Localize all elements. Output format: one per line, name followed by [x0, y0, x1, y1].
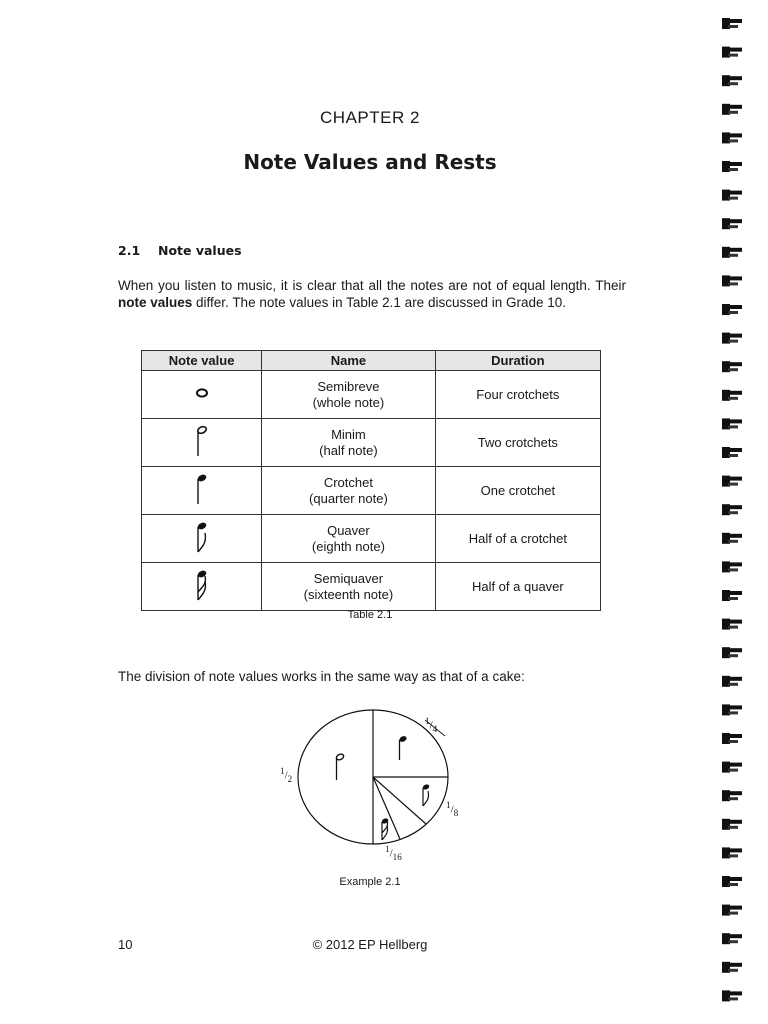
spiral-ring-icon [722, 533, 742, 544]
spiral-ring-icon [722, 733, 742, 744]
minim-icon [335, 753, 344, 780]
table-row [142, 419, 601, 467]
name-cell: Minim (half note) [262, 419, 436, 467]
spiral-ring-icon [722, 390, 742, 401]
spiral-ring-icon [722, 933, 742, 944]
spiral-ring-icon [722, 676, 742, 687]
spiral-ring-icon [722, 104, 742, 115]
duration-cell: Half of a crotchet [435, 515, 600, 563]
name-cell: Semiquaver (sixteenth note) [262, 563, 436, 611]
note-cell [142, 467, 262, 515]
table-row [142, 563, 601, 611]
pie-intro-text: The division of note values works in the same way as that of a cake: [118, 669, 525, 684]
paragraph-bold-term: note values [118, 295, 193, 310]
section-number: 2.1 [118, 243, 141, 258]
intro-paragraph [118, 277, 626, 311]
spiral-ring-icon [722, 990, 742, 1001]
spiral-ring-icon [722, 790, 742, 801]
spiral-ring-icon [722, 704, 742, 715]
table-row [142, 515, 601, 563]
table-row [142, 467, 601, 515]
semiquaver-icon [381, 817, 389, 840]
spiral-ring-icon [722, 361, 742, 372]
fraction-label-quarter: $^1/_4$ [425, 716, 438, 734]
spiral-ring-icon [722, 190, 742, 201]
note-cell [142, 371, 262, 419]
spiral-ring-icon [722, 847, 742, 858]
spiral-ring-icon [722, 75, 742, 86]
table-header-row [142, 351, 601, 371]
note-values-table [141, 350, 601, 611]
header-name: Name [262, 351, 436, 371]
header-note-value: Note value [142, 351, 262, 371]
copyright-notice: © 2012 EP Hellberg [312, 937, 428, 952]
chapter-title: Note Values and Rests [243, 150, 497, 174]
minim-icon [192, 423, 212, 459]
spiral-ring-icon [722, 762, 742, 773]
spiral-ring-icon [722, 275, 742, 286]
spiral-ring-icon [722, 218, 742, 229]
note-cell [142, 563, 262, 611]
crotchet-icon [398, 735, 407, 760]
spiral-ring-icon [722, 905, 742, 916]
spiral-ring-icon [722, 304, 742, 315]
section-heading [118, 243, 242, 258]
example-caption: Example 2.1 [339, 876, 401, 888]
spiral-ring-icon [722, 962, 742, 973]
name-cell: Semibreve (whole note) [262, 371, 436, 419]
duration-cell: Half of a quaver [435, 563, 600, 611]
spiral-ring-icon [722, 161, 742, 172]
name-cell: Quaver (eighth note) [262, 515, 436, 563]
spiral-ring-icon [722, 876, 742, 887]
quaver-icon [422, 783, 430, 806]
spiral-ring-icon [722, 47, 742, 58]
spiral-ring-icon [722, 504, 742, 515]
table-row [142, 371, 601, 419]
spiral-ring-icon [722, 819, 742, 830]
duration-cell: Two crotchets [435, 419, 600, 467]
spiral-ring-icon [722, 590, 742, 601]
duration-cell: Four crotchets [435, 371, 600, 419]
paragraph-part2: differ. The note values in Table 2.1 are discussed in Grade 10. [192, 295, 567, 310]
spiral-ring-icon [722, 18, 742, 29]
spiral-ring-icon [722, 247, 742, 258]
semiquaver-icon [192, 567, 212, 603]
note-cell [142, 419, 262, 467]
fraction-label-half: $^1/_2$ [280, 766, 293, 784]
spiral-ring-icon [722, 333, 742, 344]
chapter-label: CHAPTER 2 [320, 108, 420, 127]
spiral-ring-icon [722, 647, 742, 658]
spiral-binding [716, 0, 768, 1024]
name-cell: Crotchet (quarter note) [262, 467, 436, 515]
semibreve-icon [192, 385, 212, 401]
paragraph-part1: When you listen to music, it is clear that all the notes are not of equal length. Their [118, 278, 626, 293]
spiral-ring-icon [722, 447, 742, 458]
spiral-ring-icon [722, 561, 742, 572]
quaver-icon [192, 519, 212, 555]
spiral-ring-icon [722, 476, 742, 487]
spiral-ring-icon [722, 132, 742, 143]
note-value-pie-diagram [270, 700, 470, 870]
section-title: Note values [158, 243, 242, 258]
note-cell [142, 515, 262, 563]
duration-cell: One crotchet [435, 467, 600, 515]
page-number: 10 [118, 937, 133, 952]
table-caption: Table 2.1 [347, 609, 393, 621]
header-duration: Duration [435, 351, 600, 371]
spiral-ring-icon [722, 418, 742, 429]
spiral-ring-icon [722, 619, 742, 630]
crotchet-icon [192, 471, 212, 507]
fraction-label-sixteenth: $^1/_{16}$ [385, 844, 402, 862]
fraction-label-eighth: $^1/_8$ [446, 800, 459, 818]
